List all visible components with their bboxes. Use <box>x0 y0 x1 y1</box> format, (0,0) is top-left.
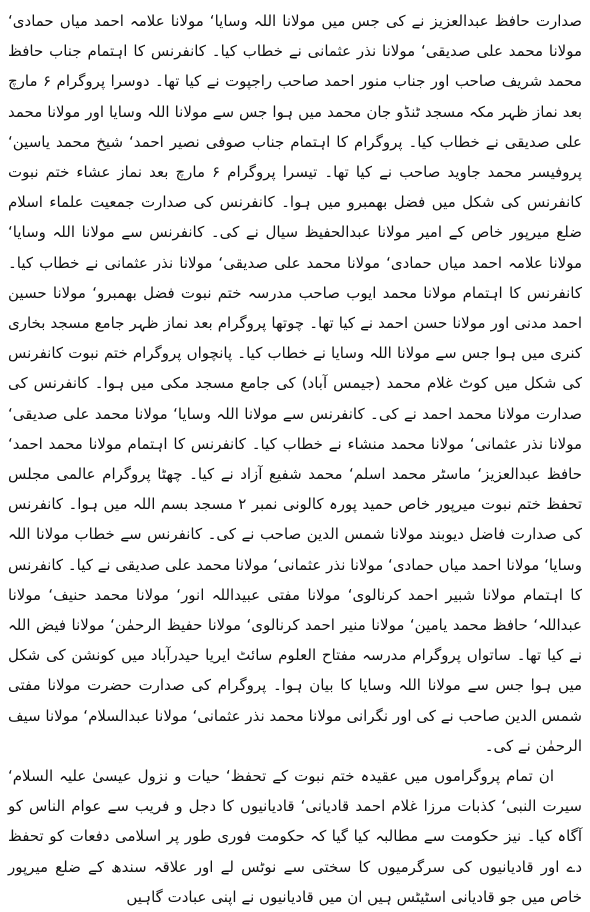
body-paragraph: ان تمام پروگراموں میں عقیدہ ختم نبوت کے تحفظ‘ حیات و نزول عیسیٰ علیہ السلام‘ سیرت النبی‘ کذبات مرزا غلام احمد قادیانی‘ قادیانیوں کا دجل و فریب سے عوام الناس کو آگاہ کیا۔ نیز حکومت سے مطالبہ کیا گیا کہ حکومت فوری طور پر اسلامی دفعات کو تحفظ دے اور قادیانیوں کی سرگرمیوں کا سختی سے نوٹس لے اور علاقہ سندھ کے ضلع میرپور خاص میں جو قادیانی اسٹیٹس ہیں ان میں قادیانیوں نے اپنی عبادت گاہیں <box>8 767 582 906</box>
document-page <box>8 6 582 906</box>
body-paragraph: صدارت حافظ عبدالعزیز نے کی جس میں مولانا اللہ وسایا‘ مولانا علامہ احمد میاں حمادی‘ مولانا محمد علی صدیقی‘ مولانا نذر عثمانی نے خطاب کیا۔ کانفرنس کا اہتمام جناب حافظ محمد شریف صاحب اور جناب منور احمد صاحب راجپوت نے کیا تھا۔ دوسرا پروگرام ۶ مارچ بعد نماز ظہر مکہ مسجد ٹنڈو جان محمد میں ہوا جس سے مولانا اللہ وسایا اور مولانا محمد علی صدیقی نے خطاب کیا۔ پروگرام کا اہتمام جناب صوفی نصیر احمد‘ شیخ محمد یاسین‘ پروفیسر محمد جاوید صاحب نے کیا تھا۔ تیسرا پروگرام ۶ مارچ بعد نماز عشاء ختم نبوت کانفرنس کی شکل میں فضل بھمبرو میں ہوا۔ کانفرنس کی صدارت جمعیت علماء اسلام ضلع میرپور خاص کے امیر مولانا عبدالحفیظ سیال نے کی۔ کانفرنس سے مولانا اللہ وسایا‘ مولانا علامہ احمد میاں حمادی‘ مولانا محمد علی صدیقی‘ مولانا نذر عثمانی نے خطاب کیا۔ کانفرنس کا اہتمام مولانا محمد ایوب صاحب مدرسہ ختم نبوت فضل بھمبرو‘ مولانا حسین احمد مدنی اور مولانا حسن احمد نے کیا تھا۔ چوتھا پروگرام بعد نماز ظہر جامع مسجد بخاری کنری میں ہوا جس سے مولانا اللہ وسایا نے خطاب کیا۔ پانچواں پروگرام ختم نبوت کانفرنس کی شکل میں کوٹ غلام محمد (جیمس آباد) کی جامع مسجد مکی میں ہوا۔ کانفرنس کی صدارت مولانا محمد احمد نے کی۔ کانفرنس سے مولانا اللہ وسایا‘ مولانا محمد علی صدیقی‘ مولانا نذر عثمانی‘ مولانا محمد منشاء نے خطاب کیا۔ کانفرنس کا اہتمام مولانا محمد احمد‘ حافظ عبدالعزیز‘ ماسٹر محمد اسلم‘ محمد شفیع آزاد نے کیا۔ چھٹا پروگرام عالمی مجلس تحفظ ختم نبوت میرپور خاص حمید پورہ کالونی نمبر ۲ مسجد بسم اللہ میں ہوا۔ کانفرنس کی صدارت فاضل دیوبند مولانا شمس الدین صاحب نے کی۔ کانفرنس سے خطاب مولانا اللہ وسایا‘ مولانا احمد میاں حمادی‘ مولانا نذر عثمانی‘ مولانا محمد علی صدیقی نے کیا۔ کانفرنس کا اہتمام مولانا شبیر احمد کرنالوی‘ مولانا مفتی عبیداللہ انور‘ مولانا محمد حنیف‘ مولانا عبداللہ‘ حافظ محمد یامین‘ مولانا منیر احمد کرنالوی‘ مولانا حفیظ الرحمٰن‘ مولانا فیض اللہ نے کیا تھا۔ ساتواں پروگرام مدرسہ مفتاح العلوم سائٹ ایریا حیدرآباد میں کونشن کی شکل میں ہوا جس سے مولانا اللہ وسایا کا بیان ہوا۔ پروگرام کی صدارت حضرت مولانا مفتی شمس الدین صاحب نے کی اور نگرانی مولانا محمد نذر عثمانی‘ مولانا عبدالسلام‘ مولانا سیف الرحمٰن نے کی۔ <box>8 12 582 755</box>
